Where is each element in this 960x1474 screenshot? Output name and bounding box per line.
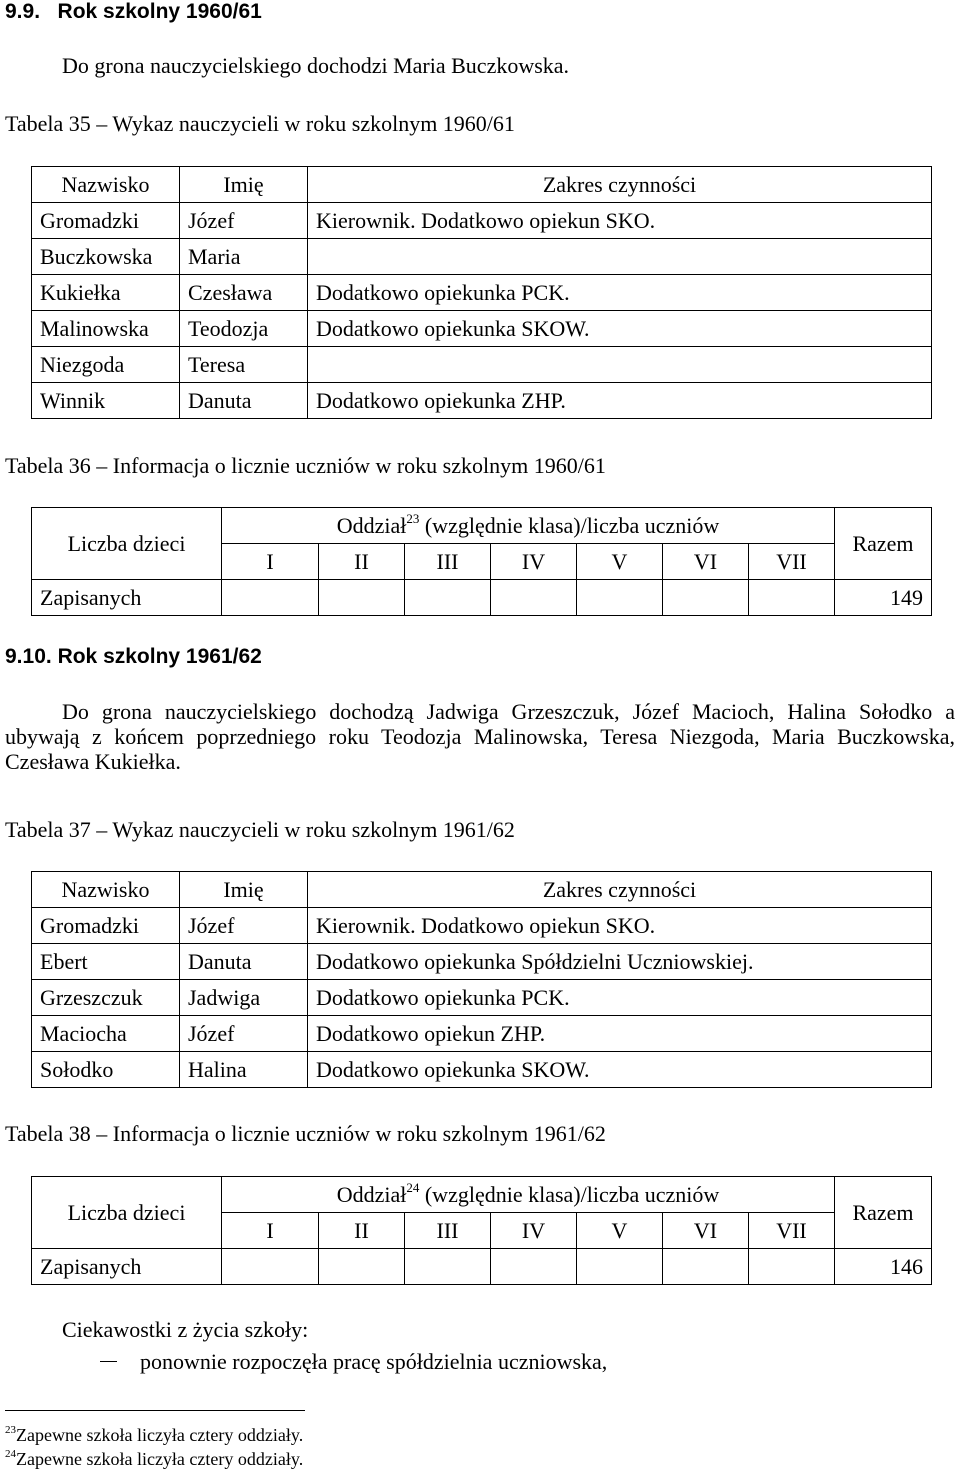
cell-surname: Buczkowska <box>32 239 180 275</box>
header-surname: Nazwisko <box>32 167 180 203</box>
cell-duties: Dodatkowo opiekunka SKOW. <box>308 1052 932 1088</box>
teachers-table-1960 <box>31 166 932 419</box>
list-dash <box>100 1361 117 1362</box>
cell-surname: Gromadzki <box>32 908 180 944</box>
cell-class-v <box>577 1249 663 1285</box>
cell-first-name: Teresa <box>180 347 308 383</box>
header-total: Razem <box>835 1177 932 1249</box>
section-title: Rok szkolny 1960/61 <box>57 0 262 23</box>
header-class-group <box>222 508 835 544</box>
cell-duties <box>308 239 932 275</box>
cell-first-name: Maria <box>180 239 308 275</box>
table-row <box>32 908 932 944</box>
footnote-number: 23 <box>5 1424 16 1436</box>
cell-first-name: Halina <box>180 1052 308 1088</box>
cell-class-i <box>222 1249 319 1285</box>
cell-first-name: Józef <box>180 203 308 239</box>
table-row <box>32 1016 932 1052</box>
cell-first-name: Józef <box>180 1016 308 1052</box>
cell-class-vi <box>663 1249 749 1285</box>
group-label: Oddział <box>336 1181 407 1207</box>
table-caption: Tabela 35 – Wykaz nauczycieli w roku szkolnym 1960/61 <box>5 111 515 136</box>
row-label-enrolled: Zapisanych <box>32 1249 222 1285</box>
cell-class-ii <box>319 1249 405 1285</box>
cell-class-iii <box>405 1249 491 1285</box>
cell-class-i <box>222 580 319 616</box>
header-duties: Zakres czynności <box>308 872 932 908</box>
cell-first-name: Teodozja <box>180 311 308 347</box>
header-children-count: Liczba dzieci <box>32 1177 222 1249</box>
table-header-row <box>32 1177 932 1213</box>
cell-duties: Dodatkowo opiekunka Spółdzielni Uczniowskiej. <box>308 944 932 980</box>
cell-class-vii <box>749 1249 835 1285</box>
cell-class-iii <box>405 580 491 616</box>
cell-surname: Malinowska <box>32 311 180 347</box>
cell-surname: Gromadzki <box>32 203 180 239</box>
row-label-enrolled: Zapisanych <box>32 580 222 616</box>
header-class-vii: VII <box>749 544 835 580</box>
teachers-table-1961 <box>31 871 932 1088</box>
cell-first-name: Józef <box>180 908 308 944</box>
header-class-vi: VI <box>663 544 749 580</box>
header-class-v: V <box>577 544 663 580</box>
trivia-heading: Ciekawostki z życia szkoły: <box>62 1317 309 1342</box>
cell-duties: Kierownik. Dodatkowo opiekun SKO. <box>308 908 932 944</box>
section-number: 9.10. <box>5 645 52 668</box>
table-row <box>32 383 932 419</box>
cell-first-name: Czesława <box>180 275 308 311</box>
header-class-ii: II <box>319 544 405 580</box>
section-heading-9-9 <box>5 0 262 24</box>
list-item: ponownie rozpoczęła pracę spółdzielnia uczniowska, <box>140 1349 608 1374</box>
table-row <box>32 311 932 347</box>
table-row <box>32 980 932 1016</box>
cell-surname: Winnik <box>32 383 180 419</box>
header-first-name: Imię <box>180 872 308 908</box>
footnote-text: Zapewne szkoła liczyła cztery oddziały. <box>16 1449 304 1469</box>
table-header-row <box>32 508 932 544</box>
cell-class-iv <box>491 580 577 616</box>
section-paragraph: Do grona nauczycielskiego dochodzi Maria Buczkowska. <box>62 53 570 78</box>
header-class-iv: IV <box>491 1213 577 1249</box>
header-class-i: I <box>222 544 319 580</box>
footnote-number: 24 <box>5 1448 16 1460</box>
header-duties: Zakres czynności <box>308 167 932 203</box>
cell-first-name: Danuta <box>180 383 308 419</box>
section-paragraph: Do grona nauczycielskiego dochodzą Jadwiga Grzeszczuk, Józef Macioch, Halina Sołodko a ubywają z końcem poprzedniego roku Teodozja Malinowska, Teresa Niezgoda, Maria Buczkowska, Czesława Kukiełka. <box>5 699 955 774</box>
footnote-text: Zapewne szkoła liczyła cztery oddziały. <box>16 1425 304 1445</box>
table-row <box>32 944 932 980</box>
header-class-iii: III <box>405 1213 491 1249</box>
cell-surname: Ebert <box>32 944 180 980</box>
footnote-rule <box>5 1410 305 1411</box>
table-caption: Tabela 36 – Informacja o licznie uczniów w roku szkolnym 1960/61 <box>5 453 606 478</box>
table-row <box>32 1249 932 1285</box>
header-class-vii: VII <box>749 1213 835 1249</box>
header-class-i: I <box>222 1213 319 1249</box>
cell-duties: Dodatkowo opiekunka ZHP. <box>308 383 932 419</box>
header-total: Razem <box>835 508 932 580</box>
cell-total: 146 <box>835 1249 932 1285</box>
cell-surname: Grzeszczuk <box>32 980 180 1016</box>
table-row <box>32 239 932 275</box>
cell-duties <box>308 347 932 383</box>
cell-first-name: Jadwiga <box>180 980 308 1016</box>
section-title: Rok szkolny 1961/62 <box>57 645 262 668</box>
cell-class-iv <box>491 1249 577 1285</box>
header-class-vi: VI <box>663 1213 749 1249</box>
footnote-ref: 24 <box>406 1179 420 1195</box>
cell-duties: Kierownik. Dodatkowo opiekun SKO. <box>308 203 932 239</box>
cell-class-vi <box>663 580 749 616</box>
header-class-ii: II <box>319 1213 405 1249</box>
cell-surname: Maciocha <box>32 1016 180 1052</box>
cell-class-ii <box>319 580 405 616</box>
header-children-count: Liczba dzieci <box>32 508 222 580</box>
table-header-row <box>32 167 932 203</box>
group-label: Oddział <box>336 512 407 538</box>
cell-duties: Dodatkowo opiekun ZHP. <box>308 1016 932 1052</box>
footnote <box>5 1425 303 1446</box>
cell-duties: Dodatkowo opiekunka PCK. <box>308 275 932 311</box>
section-heading-9-10 <box>5 645 262 669</box>
table-caption: Tabela 38 – Informacja o licznie uczniów w roku szkolnym 1961/62 <box>5 1121 606 1146</box>
table-row <box>32 203 932 239</box>
table-row <box>32 580 932 616</box>
pupils-count-table-1960 <box>31 507 932 616</box>
group-suffix: (względnie klasa)/liczba uczniów <box>424 512 720 538</box>
table-caption: Tabela 37 – Wykaz nauczycieli w roku szkolnym 1961/62 <box>5 817 515 842</box>
footnote-ref: 23 <box>406 510 420 526</box>
group-suffix: (względnie klasa)/liczba uczniów <box>424 1181 720 1207</box>
header-class-v: V <box>577 1213 663 1249</box>
footnote <box>5 1449 303 1470</box>
header-first-name: Imię <box>180 167 308 203</box>
header-class-iii: III <box>405 544 491 580</box>
cell-duties: Dodatkowo opiekunka SKOW. <box>308 311 932 347</box>
pupils-count-table-1961 <box>31 1176 932 1285</box>
cell-class-v <box>577 580 663 616</box>
cell-surname: Niezgoda <box>32 347 180 383</box>
header-class-iv: IV <box>491 544 577 580</box>
section-number: 9.9. <box>5 0 41 23</box>
header-class-group <box>222 1177 835 1213</box>
table-header-row <box>32 872 932 908</box>
cell-surname: Kukiełka <box>32 275 180 311</box>
table-row <box>32 275 932 311</box>
cell-total: 149 <box>835 580 932 616</box>
cell-duties: Dodatkowo opiekunka PCK. <box>308 980 932 1016</box>
cell-surname: Sołodko <box>32 1052 180 1088</box>
cell-class-vii <box>749 580 835 616</box>
table-row <box>32 1052 932 1088</box>
table-row <box>32 347 932 383</box>
cell-first-name: Danuta <box>180 944 308 980</box>
header-surname: Nazwisko <box>32 872 180 908</box>
